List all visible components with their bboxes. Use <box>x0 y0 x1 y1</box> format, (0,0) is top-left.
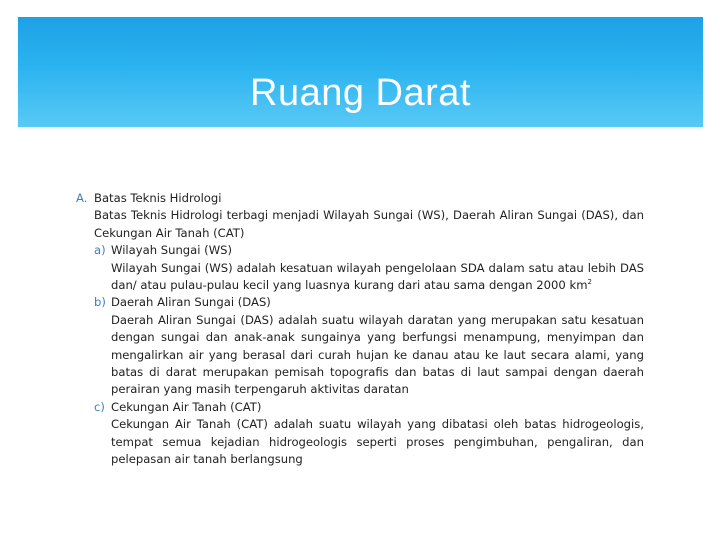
item-a-heading: Wilayah Sungai (WS) <box>111 243 233 258</box>
item-c-marker: c) <box>94 399 105 414</box>
item-a-marker: a) <box>94 243 106 258</box>
item-a-text: Wilayah Sungai (WS) adalah kesatuan wilayah pengelolaan SDA dalam satu atau lebih DAS dan/ atau pulau-pulau kecil yang luasnya kurang dari atau sama dengan 2000 km <box>111 260 644 293</box>
item-c-heading-row <box>76 399 644 416</box>
item-b-marker: b) <box>94 295 106 310</box>
item-c-description: Cekungan Air Tanah (CAT) adalah suatu wilayah yang dibatasi oleh batas hidrogeologis, tempat semua kejadian hidrogeologis seperti proses pengimbuhan, pengaliran, dan pelepasan air tanah berlangsung <box>111 417 644 467</box>
slide-title: Ruang Darat <box>250 72 471 114</box>
item-a-superscript: 2 <box>587 278 592 287</box>
item-b-heading-row <box>76 294 644 311</box>
section-a-marker: A. <box>76 191 88 205</box>
title-banner <box>18 17 703 127</box>
section-a-heading: Batas Teknis Hidrologi <box>94 191 222 205</box>
item-b-description: Daerah Aliran Sungai (DAS) adalah suatu wilayah daratan yang merupakan satu kesatuan dengan sungai dan anak-anak sungainya yang berfungsi menampung, menyimpan dan mengalirkan air yang berasal dari curah hujan ke danau atau ke laut secara alami, yang batas di darat merupakan pemisah topografis dan batas di laut sampai dengan daerah perairan yang masih terpengaruh aktivitas daratan <box>111 312 644 397</box>
item-a-heading-row <box>76 242 644 259</box>
section-a-intro: Batas Teknis Hidrologi terbagi menjadi Wilayah Sungai (WS), Daerah Aliran Sungai (DAS), dan Cekungan Air Tanah (CAT) <box>94 208 644 240</box>
slide-body <box>76 190 644 469</box>
item-a-description <box>76 260 644 295</box>
section-a-heading-row <box>76 190 644 207</box>
item-c-heading: Cekungan Air Tanah (CAT) <box>111 399 262 414</box>
item-b-heading: Daerah Aliran Sungai (DAS) <box>111 295 271 310</box>
